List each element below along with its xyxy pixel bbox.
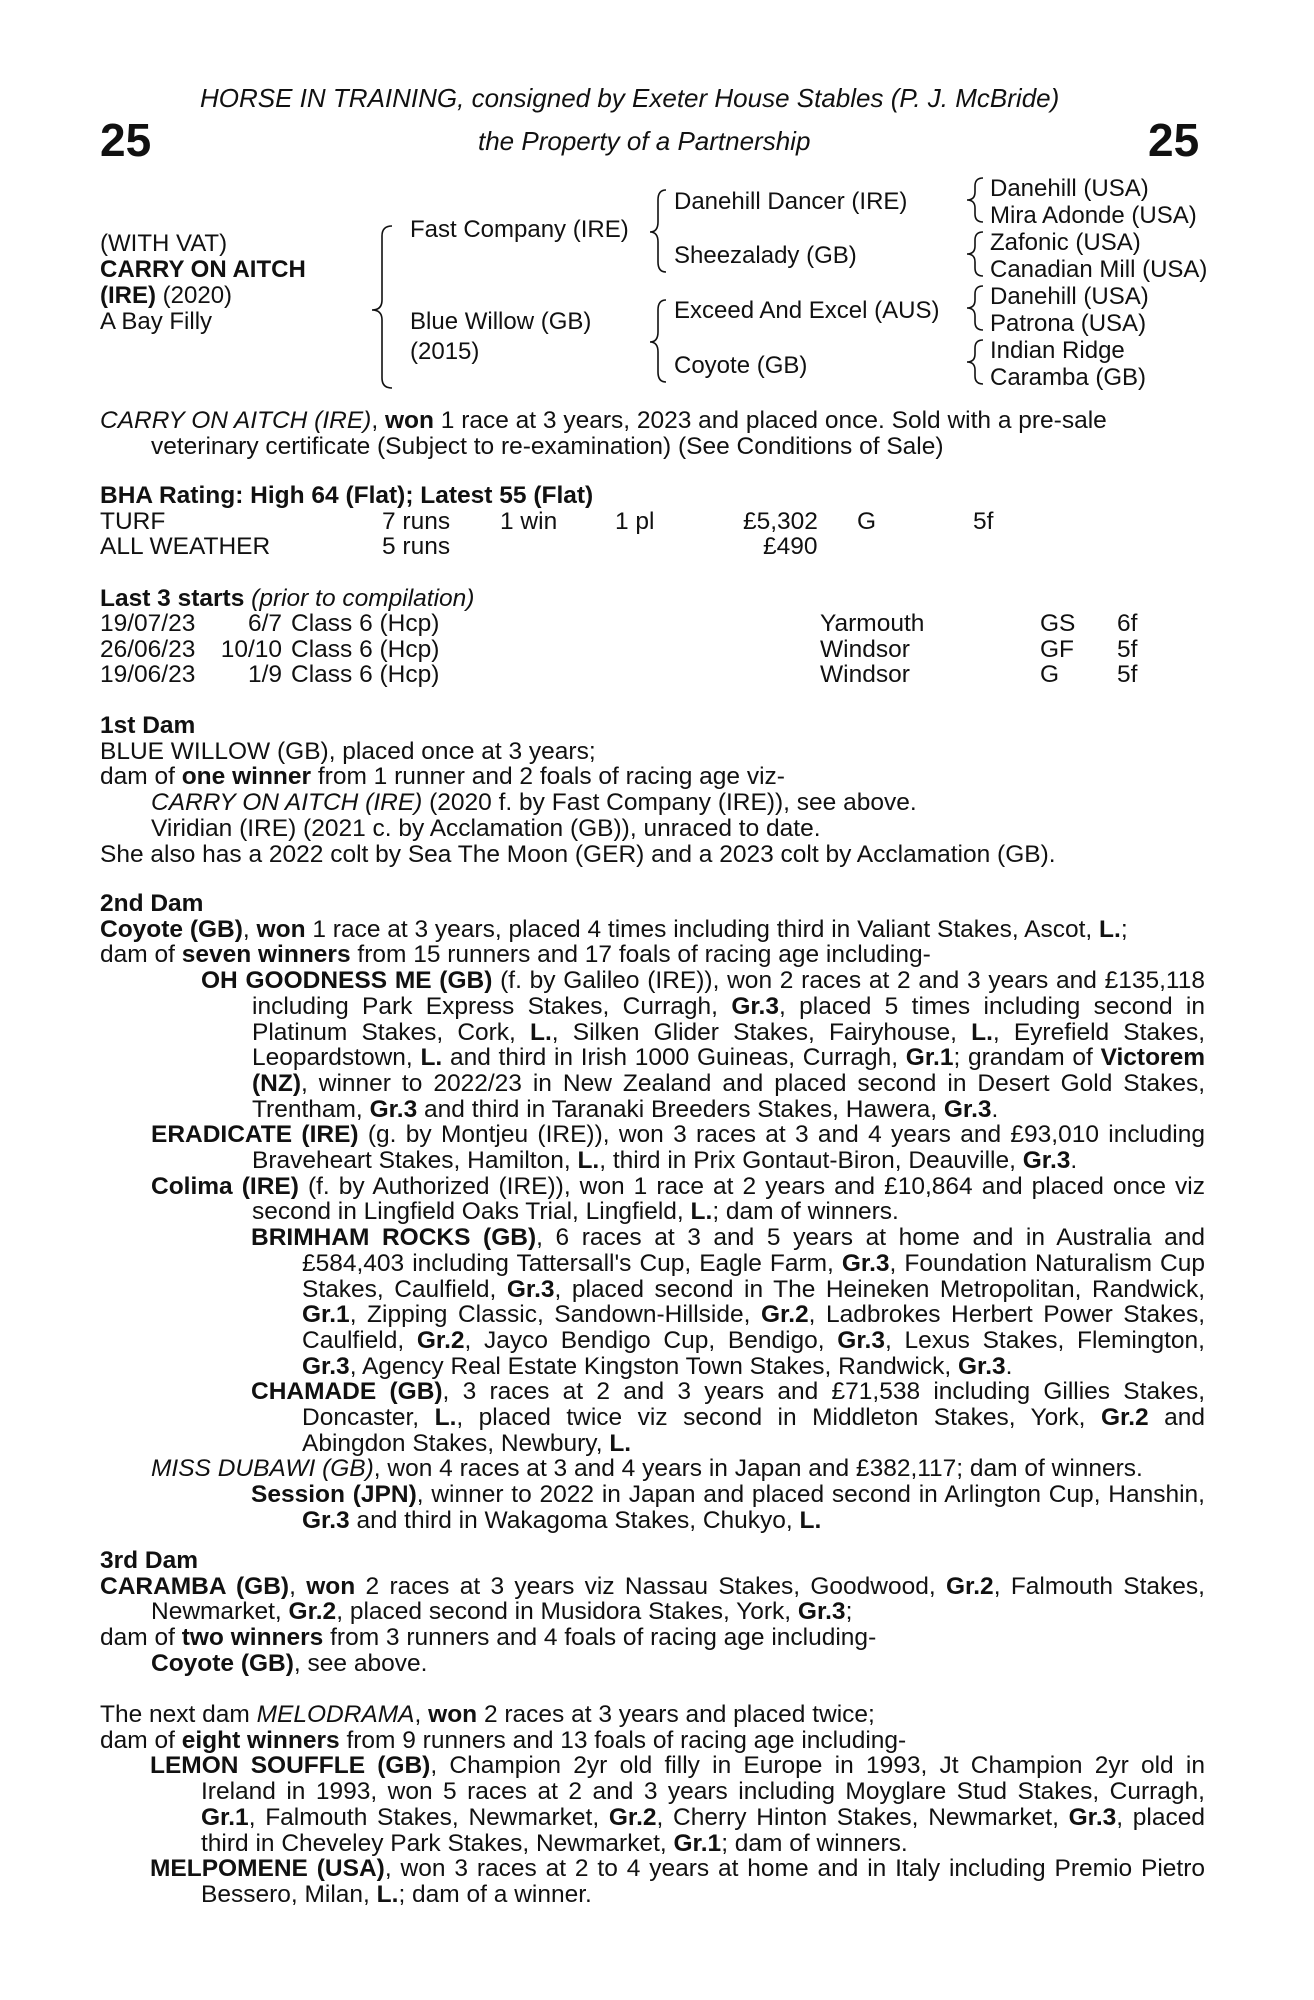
horse-year: (2020): [156, 282, 233, 309]
text: , Falmouth Stakes, Newmarket,: [248, 1803, 609, 1831]
offspring-name: Coyote (GB): [151, 1649, 294, 1677]
summary-won: won: [384, 407, 434, 434]
start-3-going: G: [1040, 661, 1060, 688]
horse-summary: CARRY ON AITCH (IRE), won 1 race at 3 years, 2023 and placed once. Sold with a pre-sale veterinary certificate (Subject to re-examination) (See Conditions of Sale): [100, 408, 1205, 459]
text: , winner to 2022 in Japan and placed second in Arlington Cup, Hanshin,: [416, 1481, 1205, 1509]
grade: L.: [530, 1018, 552, 1046]
text: ;: [1120, 915, 1128, 943]
text: The next dam: [100, 1701, 257, 1728]
rating-aw-runs: 5 runs: [382, 533, 451, 560]
sire-dam: Sheezalady (GB): [674, 242, 857, 269]
first-dam-line-4: Viridian (IRE) (2021 c. by Acclamation (GB)), unraced to date.: [151, 814, 821, 842]
text: , placed second in Musidora Stakes, York,: [336, 1598, 798, 1626]
start-2-position: 10/10: [220, 636, 282, 663]
start-3-class: Class 6 (Hcp): [291, 661, 440, 688]
rating-turf-surface: TURF: [100, 508, 166, 535]
grandchild-name: BRIMHAM ROCKS (GB): [251, 1224, 537, 1252]
winners-count: seven winners: [181, 941, 351, 969]
grade: Gr.3: [1022, 1147, 1071, 1175]
third-dam-heading: 3rd Dam: [100, 1547, 199, 1574]
text: ; grandam of: [953, 1044, 1101, 1072]
start-1-distance: 6f: [1117, 610, 1138, 637]
offspring-name: MISS DUBAWI (GB): [151, 1455, 374, 1483]
start-1-course: Yarmouth: [820, 610, 925, 637]
grade: Gr.2: [1100, 1404, 1149, 1432]
offspring-name: LEMON SOUFFLE (GB): [150, 1752, 431, 1780]
grade: Gr.3: [957, 1352, 1006, 1380]
horse-country: (IRE): [100, 282, 156, 309]
grade: Gr.3: [943, 1095, 992, 1123]
text: and Abingdon Stakes, Newbury,: [302, 1404, 1205, 1457]
text: , Silken Glider Stakes, Fairyhouse,: [551, 1018, 972, 1046]
text: , placed third in Cheveley Park Stakes, Newmarket,: [201, 1803, 1205, 1857]
rating-aw-prize: £490: [763, 533, 818, 560]
dam-sire-sire: Danehill (USA): [990, 283, 1149, 310]
grade: Gr.2: [760, 1301, 809, 1329]
property-line: the Property of a Partnership: [478, 126, 811, 156]
rating-turf-runs: 7 runs: [382, 508, 451, 535]
grade: L.: [434, 1404, 457, 1432]
text: .: [1070, 1147, 1078, 1175]
text: .: [1005, 1352, 1013, 1380]
winners-count: two winners: [181, 1624, 324, 1652]
dam-dam-sire: Indian Ridge: [990, 337, 1125, 364]
start-3-course: Windsor: [820, 661, 910, 688]
winners-count: one winner: [181, 763, 312, 791]
offspring-colima: [100, 1174, 1205, 1225]
summary-text: 1 race at 3 years, 2023 and placed once. Sold with a pre-sale: [433, 407, 1107, 434]
grade: Gr.2: [608, 1803, 657, 1831]
start-2-course: Windsor: [820, 636, 910, 663]
grade: Gr.1: [201, 1803, 249, 1831]
start-2-distance: 5f: [1117, 636, 1138, 663]
first-dam-line-3: [100, 790, 1205, 816]
start-1-class: Class 6 (Hcp): [291, 610, 440, 637]
text: from 15 runners and 17 foals of racing age including-: [350, 941, 931, 969]
offspring-name: CARRY ON AITCH (IRE): [151, 789, 423, 817]
offspring-miss-dubawi: [100, 1456, 1205, 1482]
first-dam-line-1: BLUE WILLOW (GB), placed once at 3 years;: [100, 737, 596, 765]
grade: L.: [609, 1429, 632, 1457]
rating-turf-prize: £5,302: [743, 508, 818, 535]
text: , Lexus Stakes, Flemington,: [884, 1326, 1205, 1354]
grade: Gr.3: [731, 992, 779, 1020]
won: won: [428, 1701, 478, 1728]
start-3-date: 19/06/23: [100, 661, 196, 688]
text: dam of: [100, 1726, 182, 1754]
text: from 1 runner and 2 foals of racing age viz-: [311, 763, 785, 791]
third-dam-section: [100, 1548, 1205, 1677]
grade: L.: [799, 1506, 822, 1534]
dam-dam: Coyote (GB): [674, 352, 808, 379]
rating-turf-distance: 5f: [973, 508, 994, 535]
sire-sire-sire: Danehill (USA): [990, 175, 1149, 202]
grade: L.: [1099, 915, 1121, 943]
text: 2 races at 3 years and placed twice;: [477, 1701, 875, 1728]
text: , placed twice viz second in Middleton Stakes, York,: [456, 1404, 1101, 1432]
offspring-name: MELPOMENE (USA): [150, 1855, 385, 1883]
text: ; dam of a winner.: [398, 1880, 592, 1908]
text: , Falmouth Stakes, Newmarket,: [151, 1572, 1205, 1626]
text: , placed second in The Heineken Metropolitan, Randwick,: [554, 1275, 1205, 1303]
sire-dam-sire: Zafonic (USA): [990, 229, 1141, 256]
start-1-date: 19/07/23: [100, 610, 196, 637]
grade: Gr.2: [946, 1572, 994, 1600]
third-dam-line-3: [100, 1651, 1205, 1677]
fourth-dam-line-1: [100, 1702, 1205, 1728]
rating-turf-placed: 1 pl: [615, 508, 655, 535]
start-3-distance: 5f: [1117, 661, 1138, 688]
text: 1 race at 3 years, placed 4 times including third in Valiant Stakes, Ascot,: [305, 915, 1100, 943]
text: ;: [845, 1598, 853, 1626]
rating-heading: BHA Rating: High 64 (Flat); Latest 55 (Flat): [100, 482, 594, 509]
text: .: [991, 1095, 999, 1123]
consignor-line: HORSE IN TRAINING, consigned by Exeter House Stables (P. J. McBride): [200, 83, 1060, 113]
won: won: [306, 1572, 356, 1600]
text: , won 3 races at 2 to 4 years at home and in Italy including Premio Pietro Bessero, Milan,: [201, 1855, 1206, 1908]
text: , Jayco Bendigo Cup, Bendigo,: [464, 1326, 838, 1354]
text: ,: [242, 915, 257, 943]
text: , Foundation Naturalism Cup Stakes, Caulfield,: [302, 1249, 1205, 1303]
text: (f. by Galileo (IRE)), won 2 races at 2 and 3 years and £135,118 including Park Express Stakes, Curragh,: [252, 967, 1205, 1020]
grade: L.: [577, 1147, 600, 1175]
second-dam-section: [100, 891, 1205, 1534]
text: , Cherry Hinton Stakes, Newmarket,: [656, 1803, 1069, 1831]
text: , 3 races at 2 and 3 years and £71,538 including Gillies Stakes, Doncaster,: [302, 1378, 1205, 1432]
grade: Gr.3: [302, 1506, 350, 1534]
summary-text-2: veterinary certificate (Subject to re-examination) (See Conditions of Sale): [151, 432, 944, 460]
text: from 9 runners and 13 foals of racing age including-: [339, 1726, 907, 1754]
sire-sire-dam: Mira Adonde (USA): [990, 202, 1197, 229]
dam-year: (2015): [410, 338, 480, 365]
offspring-lemon-souffle: [100, 1753, 1205, 1856]
text: and third in Taranaki Breeders Stakes, Hawera,: [417, 1095, 944, 1123]
text: ; dam of winners.: [721, 1829, 908, 1857]
summary-horse-name: CARRY ON AITCH (IRE): [100, 407, 372, 434]
grade: Gr.1: [905, 1044, 954, 1072]
sire-dam-dam: Canadian Mill (USA): [990, 256, 1208, 283]
offspring-name: ERADICATE (IRE): [151, 1121, 359, 1149]
start-1-position: 6/7: [247, 610, 282, 637]
grade: Gr.2: [416, 1326, 465, 1354]
grade: Gr.3: [506, 1275, 555, 1303]
dam-dam-dam: Caramba (GB): [990, 364, 1147, 391]
text: , 6 races at 3 and 5 years at home and in Australia and £584,403 including Tattersall's Cup, Eagle Farm,: [302, 1224, 1205, 1277]
start-2-class: Class 6 (Hcp): [291, 636, 440, 663]
dam-sire-dam: Patrona (USA): [990, 310, 1147, 337]
text: , Ladbrokes Herbert Power Stakes, Caulfield,: [302, 1301, 1206, 1354]
sire-sire: Danehill Dancer (IRE): [674, 188, 908, 215]
third-dam-line-2: [100, 1625, 1205, 1651]
fourth-dam-section: [100, 1702, 1205, 1908]
grade: Gr.3: [302, 1352, 350, 1380]
start-2-going: GF: [1040, 636, 1075, 663]
grandchild-name: Session (JPN): [251, 1481, 417, 1509]
grade: Gr.3: [1068, 1803, 1117, 1831]
text: , Eyrefield Stakes, Leopardstown,: [252, 1018, 1206, 1072]
last-starts-heading: [100, 586, 474, 612]
horse-name: CARRY ON AITCH: [100, 256, 306, 283]
fourth-dam-line-2: [100, 1728, 1205, 1754]
text: , winner to 2022/23 in New Zealand and placed second in Desert Gold Stakes, Trentham,: [252, 1069, 1205, 1123]
text: , placed 5 times including second in Platinum Stakes, Cork,: [252, 992, 1205, 1046]
start-1-going: GS: [1040, 610, 1076, 637]
text: , Agency Real Estate Kingston Town Stakes, Randwick,: [349, 1352, 958, 1380]
last-starts-note: (prior to compilation): [244, 585, 475, 612]
start-2-date: 26/06/23: [100, 636, 196, 663]
grade: Gr.2: [288, 1598, 337, 1626]
text: and third in Wakagoma Stakes, Chukyo,: [349, 1506, 800, 1534]
second-dam-heading: 2nd Dam: [100, 890, 204, 917]
first-dam-heading: 1st Dam: [100, 712, 196, 739]
rating-turf-wins: 1 win: [500, 508, 558, 535]
start-3-position: 1/9: [247, 661, 282, 688]
text: (g. by Montjeu (IRE)), won 3 races at 3 and 4 years and £93,010 including Braveheart Stakes, Hamilton,: [252, 1121, 1205, 1175]
grade: Gr.1: [302, 1301, 350, 1329]
first-dam-line-2: [100, 764, 1205, 790]
grade: L.: [690, 1198, 713, 1226]
text: (2020 f. by Fast Company (IRE)), see above.: [422, 789, 917, 817]
text: ,: [414, 1701, 429, 1728]
won: won: [256, 915, 306, 943]
grandchild-session: [100, 1482, 1205, 1533]
rating-aw-surface: ALL WEATHER: [100, 533, 271, 560]
grade: Gr.1: [673, 1829, 722, 1857]
winners-count: eight winners: [181, 1726, 340, 1754]
text: ,: [289, 1572, 307, 1600]
text: dam of: [100, 763, 182, 791]
third-dam-line-1: [100, 1574, 1205, 1625]
grandchild-chamade: [100, 1379, 1205, 1456]
first-dam-line-5: She also has a 2022 colt by Sea The Moon (GER) and a 2023 colt by Acclamation (GB).: [100, 840, 1056, 868]
lot-number-right: 25: [1148, 114, 1200, 166]
dam-sire: Exceed And Excel (AUS): [674, 297, 940, 324]
sire: Fast Company (IRE): [410, 216, 629, 243]
text: and third in Irish 1000 Guineas, Curragh,: [442, 1044, 906, 1072]
text: , third in Prix Gontaut-Biron, Deauville,: [599, 1147, 1023, 1175]
grade: L.: [376, 1880, 399, 1908]
text: , Champion 2yr old filly in Europe in 1993, Jt Champion 2yr old in Ireland in 1993, won 5 races at 2 and 3 years including Moyglare Stud Stakes, Curragh,: [201, 1752, 1205, 1806]
last-starts-title: Last 3 starts: [100, 585, 245, 612]
dam-name: MELODRAMA: [256, 1701, 415, 1728]
text: dam of: [100, 941, 182, 969]
text: , see above.: [293, 1649, 428, 1677]
vat-note: (WITH VAT): [100, 230, 228, 257]
first-dam-section: [100, 713, 1205, 867]
text: 2 races at 3 years viz Nassau Stakes, Goodwood,: [355, 1572, 946, 1600]
grandchild-name: Victorem (NZ): [252, 1044, 1205, 1097]
grandchild-brimham-rocks: [100, 1225, 1205, 1379]
rating-turf-going: G: [857, 508, 877, 535]
text: (f. by Authorized (IRE)), won 1 race at 2 years and £10,864 and placed once viz second in Lingfield Oaks Trial, Lingfield,: [252, 1172, 1205, 1226]
text: , Zipping Classic, Sandown-Hillside,: [349, 1301, 761, 1329]
offspring-name: Colima (IRE): [151, 1172, 299, 1200]
offspring-melpomene: [100, 1856, 1205, 1907]
grade: Gr.3: [797, 1598, 846, 1626]
grade: Gr.3: [837, 1326, 885, 1354]
text: from 3 runners and 4 foals of racing age including-: [323, 1624, 877, 1652]
second-dam-line-1: [100, 917, 1205, 943]
text: ; dam of winners.: [712, 1198, 899, 1226]
offspring-oh-goodness-me: [100, 968, 1205, 1122]
offspring-name: OH GOODNESS ME (GB): [201, 967, 493, 995]
grade: L.: [420, 1044, 443, 1072]
dam: Blue Willow (GB): [410, 308, 592, 335]
dam-name: Coyote (GB): [100, 915, 243, 943]
grade: L.: [971, 1018, 993, 1046]
grade: Gr.3: [841, 1249, 890, 1277]
grandchild-name: CHAMADE (GB): [251, 1378, 443, 1406]
offspring-eradicate: [100, 1122, 1205, 1173]
grade: Gr.3: [369, 1095, 418, 1123]
lot-number-left: 25: [100, 114, 152, 166]
horse-description: A Bay Filly: [100, 308, 213, 335]
text: dam of: [100, 1624, 182, 1652]
second-dam-line-2: [100, 942, 1205, 968]
dam-name: CARAMBA (GB): [100, 1572, 290, 1600]
text: , won 4 races at 3 and 4 years in Japan and £382,117; dam of winners.: [373, 1455, 1143, 1483]
